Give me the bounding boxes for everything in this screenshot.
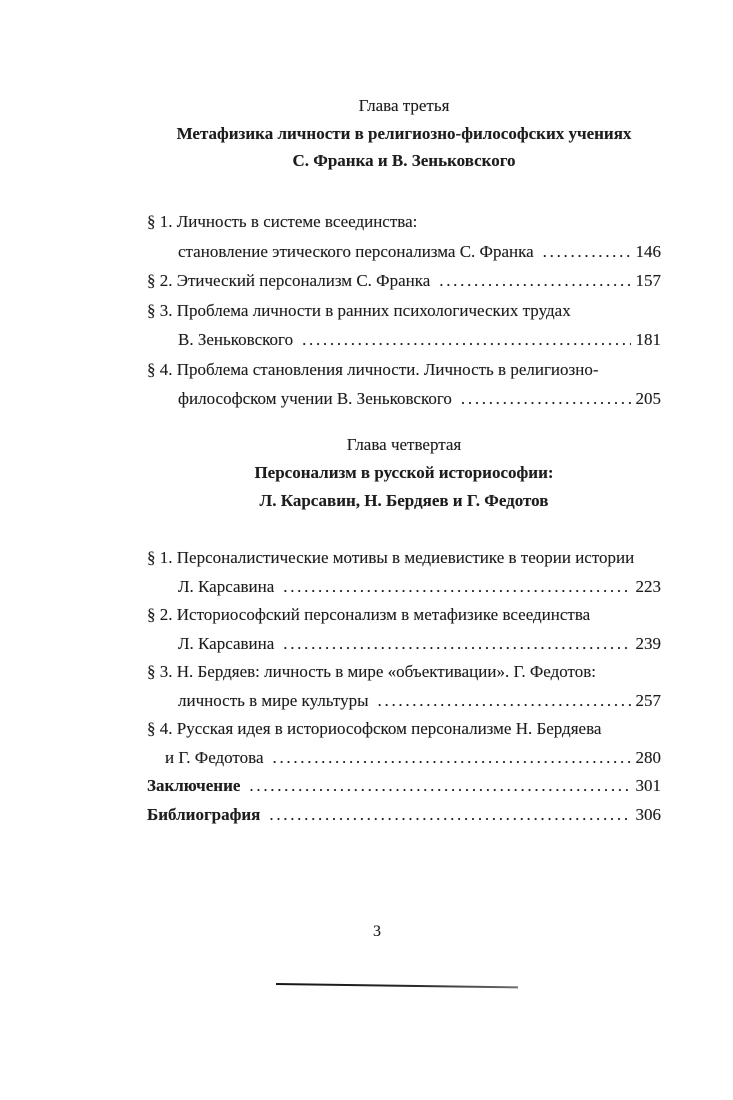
toc-entry-line [147,544,661,573]
toc-entry-text: § 3. Н. Бердяев: личность в мире «объективации». Г. Федотов: [147,662,596,681]
chapter-3-toc [147,207,661,414]
chapter-4-heading [147,431,661,515]
toc-entry [147,266,661,296]
chapter-3-kicker: Глава третья [358,96,450,115]
toc-entry-text: § 4. Проблема становления личности. Личность в религиозно- [147,359,599,379]
toc-entry-line [147,237,661,267]
toc-entry-text: § 2. Этический персонализм С. Франка [147,271,431,290]
toc-page-number: 157 [635,271,661,290]
toc-page-number: 280 [635,747,661,767]
dot-leader [283,573,630,602]
toc-entry-line [147,715,661,744]
toc-page-number: 301 [635,776,661,795]
dot-leader [439,266,630,296]
chapter-4-kicker: Глава четвертая [346,435,462,454]
chapter-3-title-line-1: Метафизика личности в религиозно-философских учениях [176,123,632,143]
toc-entry-line [147,601,661,630]
dot-leader [461,384,631,414]
dot-leader [543,237,631,267]
toc-entry-line [147,630,661,659]
toc-entry-conclusion [147,772,661,801]
toc-entry-line [147,772,661,801]
chapter-4-toc [147,544,661,829]
toc-entry-text: § 1. Личность в системе всеединства: [147,212,418,231]
dot-leader [378,687,631,716]
toc-entry-text: становление этического персонализма С. Франка [178,241,534,261]
toc-page-number: 306 [635,804,661,824]
toc-entry-text: и Г. Федотова [165,747,264,767]
dot-leader [273,744,631,773]
toc-entry [147,296,661,355]
toc-page-number: 257 [635,690,661,710]
toc-entry-line [147,207,661,237]
toc-entry-bibliography [147,801,661,830]
dot-leader [302,325,630,355]
page-number: 3 [373,923,381,940]
toc-entry-text: Заключение [147,776,241,795]
toc-entry-line [147,325,661,355]
toc-entry-text: § 1. Персоналистические мотивы в медиевистике в теории истории [147,548,635,567]
dot-leader [269,801,630,830]
toc-entry-text: Библиография [147,804,261,824]
toc-entry-text: Л. Карсавина [178,576,275,596]
chapter-3-title-line-2: С. Франка и В. Зеньковского [292,151,516,170]
toc-page-number: 239 [635,633,661,653]
toc-entry-line [147,687,661,716]
toc-entry-line [147,266,661,296]
toc-entry [147,355,661,414]
toc-entry-line [147,355,661,385]
toc-entry-line [147,744,661,773]
toc-page-number: 223 [635,576,661,596]
toc-entry-line [147,296,661,326]
toc-entry [147,544,661,601]
dot-leader [249,772,630,801]
toc-page-number: 181 [635,330,661,349]
toc-page-number: 146 [635,241,661,261]
chapter-4-title-line-1: Персонализм в русской историософии: [254,463,554,482]
toc-entry-line [147,658,661,687]
toc-entry-line [147,384,661,414]
toc-entry [147,715,661,772]
toc-entry-line [147,573,661,602]
chapter-3-heading [147,92,661,175]
footer-rule [276,983,518,988]
toc-page-number: 205 [635,389,661,408]
toc-entry-text: философском учении В. Зеньковского [178,389,452,408]
dot-leader [283,630,630,659]
toc-entry [147,658,661,715]
toc-entry-text: § 3. Проблема личности в ранних психологических трудах [147,300,571,320]
toc-entry-text: § 2. Историософский персонализм в метафизике всеединства [147,605,591,624]
toc-entry-text: § 4. Русская идея в историософском персонализме Н. Бердяева [147,719,602,738]
toc-entry-text: личность в мире культуры [178,690,369,710]
toc-entry [147,601,661,658]
toc-entry-line [147,801,661,830]
chapter-4-title-line-2: Л. Карсавин, Н. Бердяев и Г. Федотов [259,491,549,510]
toc-entry [147,207,661,266]
toc-entry-text: Л. Карсавина [178,633,275,653]
toc-entry-text: В. Зеньковского [178,330,294,349]
